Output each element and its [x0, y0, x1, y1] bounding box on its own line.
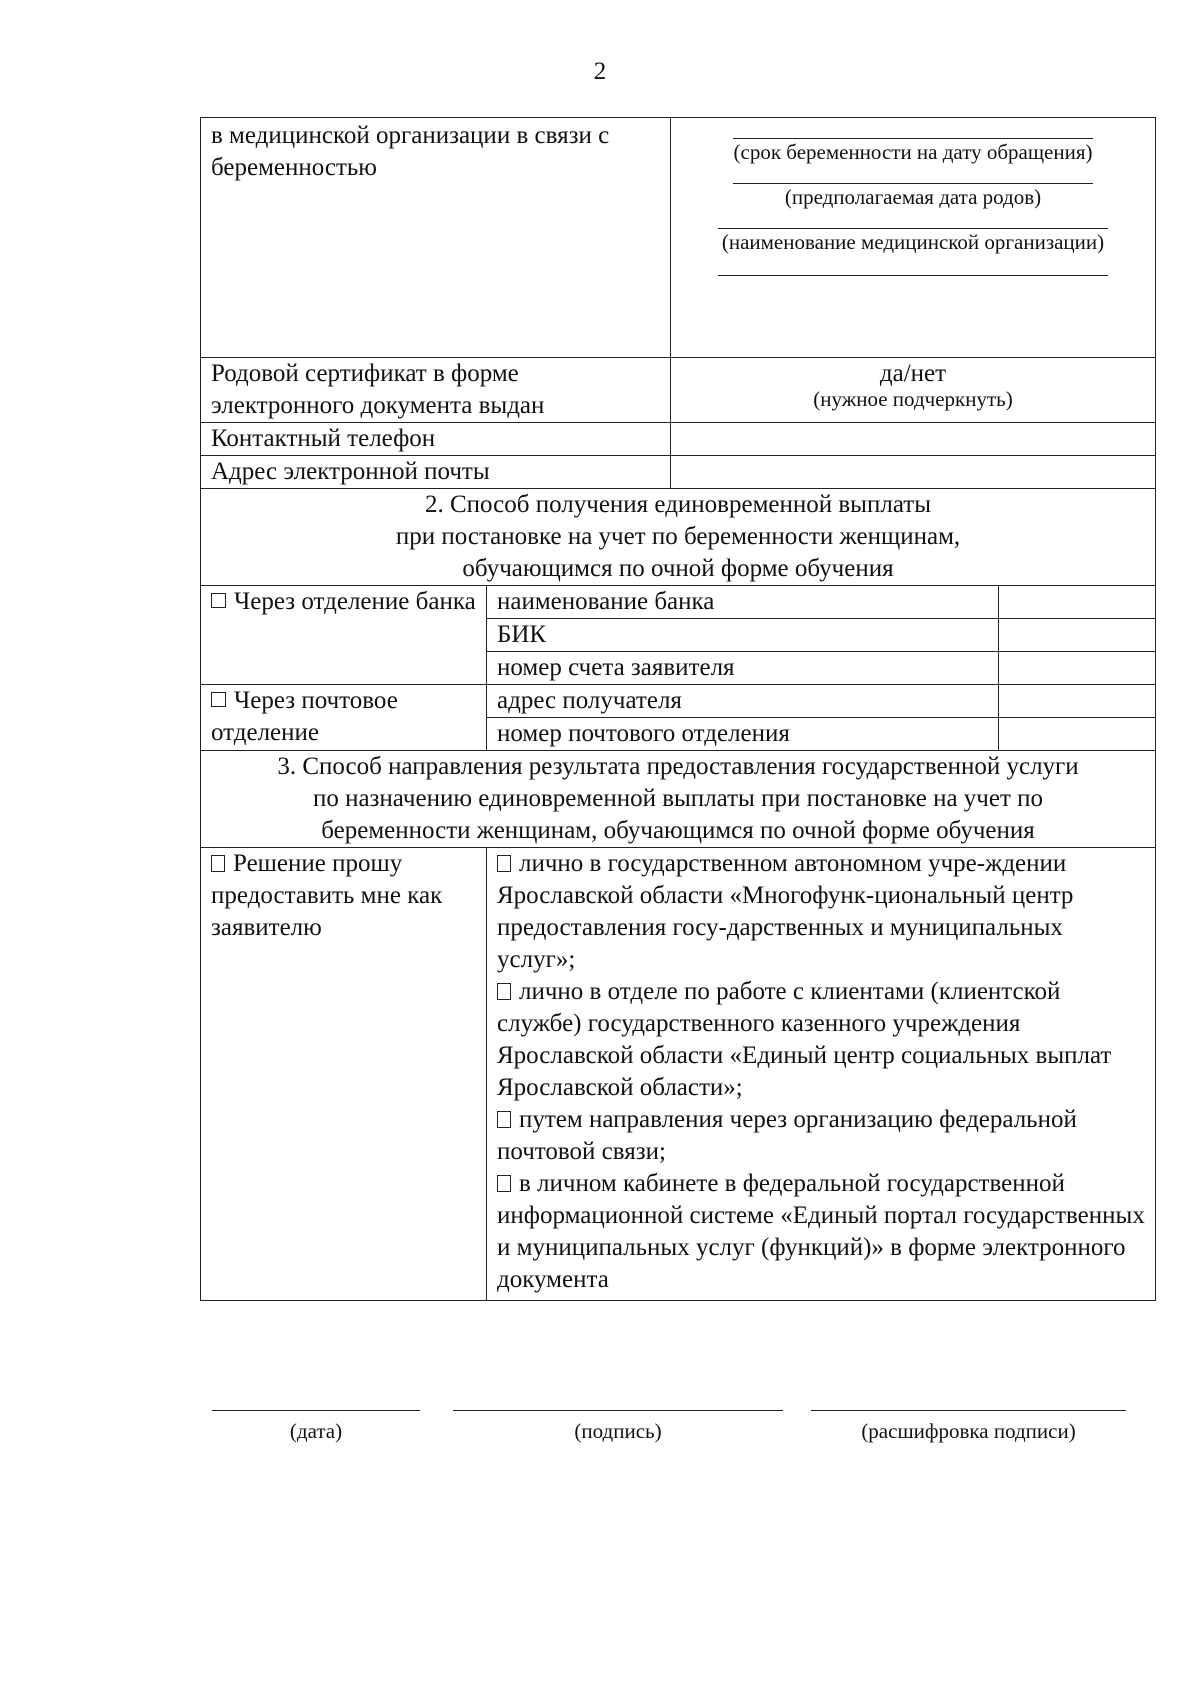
section3-options-row: [201, 848, 1156, 1301]
delivery-option-social-center: [497, 976, 1145, 1104]
post-option-checkbox[interactable]: [211, 692, 226, 707]
pregnancy-term-input-line[interactable]: [733, 124, 1093, 139]
page-number: 2: [593, 58, 607, 85]
bik-value[interactable]: [999, 619, 1156, 652]
date-input-line[interactable]: [212, 1410, 420, 1411]
contact-phone-value[interactable]: [671, 423, 1156, 456]
bank-option-label: Через отделение банка: [234, 588, 476, 615]
post-office-number-value[interactable]: [999, 718, 1156, 751]
post-option-cell: [201, 685, 487, 751]
recipient-address-value[interactable]: [999, 685, 1156, 718]
decryption-input-line[interactable]: [811, 1410, 1126, 1411]
section3-heading: [201, 751, 1156, 848]
social-center-checkbox[interactable]: [497, 983, 511, 1000]
medical-org-input-line-2[interactable]: [718, 261, 1108, 276]
birth-certificate-value-cell: [671, 358, 1156, 423]
medical-org-input-line[interactable]: [718, 214, 1108, 229]
section2-heading-row: [201, 489, 1156, 586]
section2-heading: [201, 489, 1156, 586]
decision-checkbox[interactable]: [211, 855, 225, 872]
row-contact-phone: [201, 423, 1156, 456]
signature-field: [453, 1410, 783, 1444]
medical-registration-fields-cell: [671, 118, 1156, 358]
section3-heading-line: по назначению единовременной выплаты при постановке на учет по: [312, 785, 1044, 812]
birth-certificate-label: Родовой сертификат в форме электронного документа выдан: [201, 358, 671, 423]
row-medical-registration: [201, 118, 1156, 358]
post-office-number-label: номер почтового отделения: [487, 718, 999, 751]
date-caption: (дата): [289, 1419, 343, 1443]
bank-name-label: наименование банка: [487, 586, 999, 619]
signature-input-line[interactable]: [453, 1410, 783, 1411]
bank-option-checkbox[interactable]: [211, 593, 226, 608]
bik-label: БИК: [487, 619, 999, 652]
birth-certificate-yes-no[interactable]: да/нет: [879, 360, 947, 387]
signature-caption: (подпись): [574, 1419, 662, 1443]
medical-registration-label: в медицинской организации в связи с беременностью: [211, 122, 610, 181]
post-option-label: Через почтовое отделение: [211, 687, 398, 746]
delivery-option-gosuslugi: [497, 1168, 1145, 1296]
post-delivery-option-label: путем направления через организацию федеральной почтовой связи;: [497, 1106, 1077, 1165]
bank-option-cell: [201, 586, 487, 685]
due-date-caption: (предполагаемая дата родов): [784, 185, 1042, 209]
email-value[interactable]: [671, 456, 1156, 489]
bank-name-value[interactable]: [999, 586, 1156, 619]
section3-heading-row: [201, 751, 1156, 848]
application-form-table: [200, 117, 1156, 1301]
section2-heading-line: обучающимся по очной форме обучения: [462, 555, 894, 582]
gosuslugi-option-label: в личном кабинете в федеральной государственной информационной системе «Единый портал государственных и муниципальных услуг (функций)» в форме электронного документа: [497, 1170, 1145, 1293]
section2-heading-line: при постановке на учет по беременности женщинам,: [395, 523, 961, 550]
social-center-option-label: лично в отделе по работе с клиентами (клиентской службе) государственного казенного учреждения Ярославской области «Единый центр социальных выплат Ярославской области»;: [497, 978, 1112, 1101]
decryption-caption: (расшифровка подписи): [861, 1419, 1076, 1443]
gosuslugi-checkbox[interactable]: [497, 1175, 511, 1192]
medical-registration-label-cell: [201, 118, 671, 358]
post-row-1: [201, 685, 1156, 718]
post-delivery-checkbox[interactable]: [497, 1111, 511, 1128]
bank-row-1: [201, 586, 1156, 619]
delivery-options-cell: [487, 848, 1156, 1301]
due-date-input-line[interactable]: [733, 169, 1093, 184]
section3-heading-line: 3. Способ направления результата предоставления государственной услуги: [277, 753, 1079, 780]
mfc-option-label: лично в государственном автономном учре-ждении Ярославской области «Многофунк-циональный центр предоставления госу-дарственных и муниципальных услуг»;: [497, 850, 1074, 973]
decryption-field: [811, 1410, 1126, 1444]
delivery-option-mfc: [497, 848, 1145, 976]
contact-phone-label: Контактный телефон: [201, 423, 671, 456]
date-signature-field: [212, 1410, 420, 1444]
pregnancy-term-caption: (срок беременности на дату обращения): [733, 140, 1093, 164]
section3-heading-line: беременности женщинам, обучающимся по очной форме обучения: [321, 817, 1035, 844]
decision-label: Решение прошу предоставить мне как заявителю: [211, 850, 443, 941]
row-email: [201, 456, 1156, 489]
mfc-checkbox[interactable]: [497, 855, 511, 872]
account-number-label: номер счета заявителя: [487, 652, 999, 685]
delivery-option-post: [497, 1104, 1145, 1168]
row-birth-certificate: [201, 358, 1156, 423]
decision-option-cell: [201, 848, 487, 1301]
account-number-value[interactable]: [999, 652, 1156, 685]
birth-certificate-hint: (нужное подчеркнуть): [813, 387, 1013, 411]
email-label: Адрес электронной почты: [201, 456, 671, 489]
medical-org-caption: (наименование медицинской организации): [721, 230, 1105, 254]
section2-heading-line: 2. Способ получения единовременной выплаты: [424, 491, 932, 518]
recipient-address-label: адрес получателя: [487, 685, 999, 718]
